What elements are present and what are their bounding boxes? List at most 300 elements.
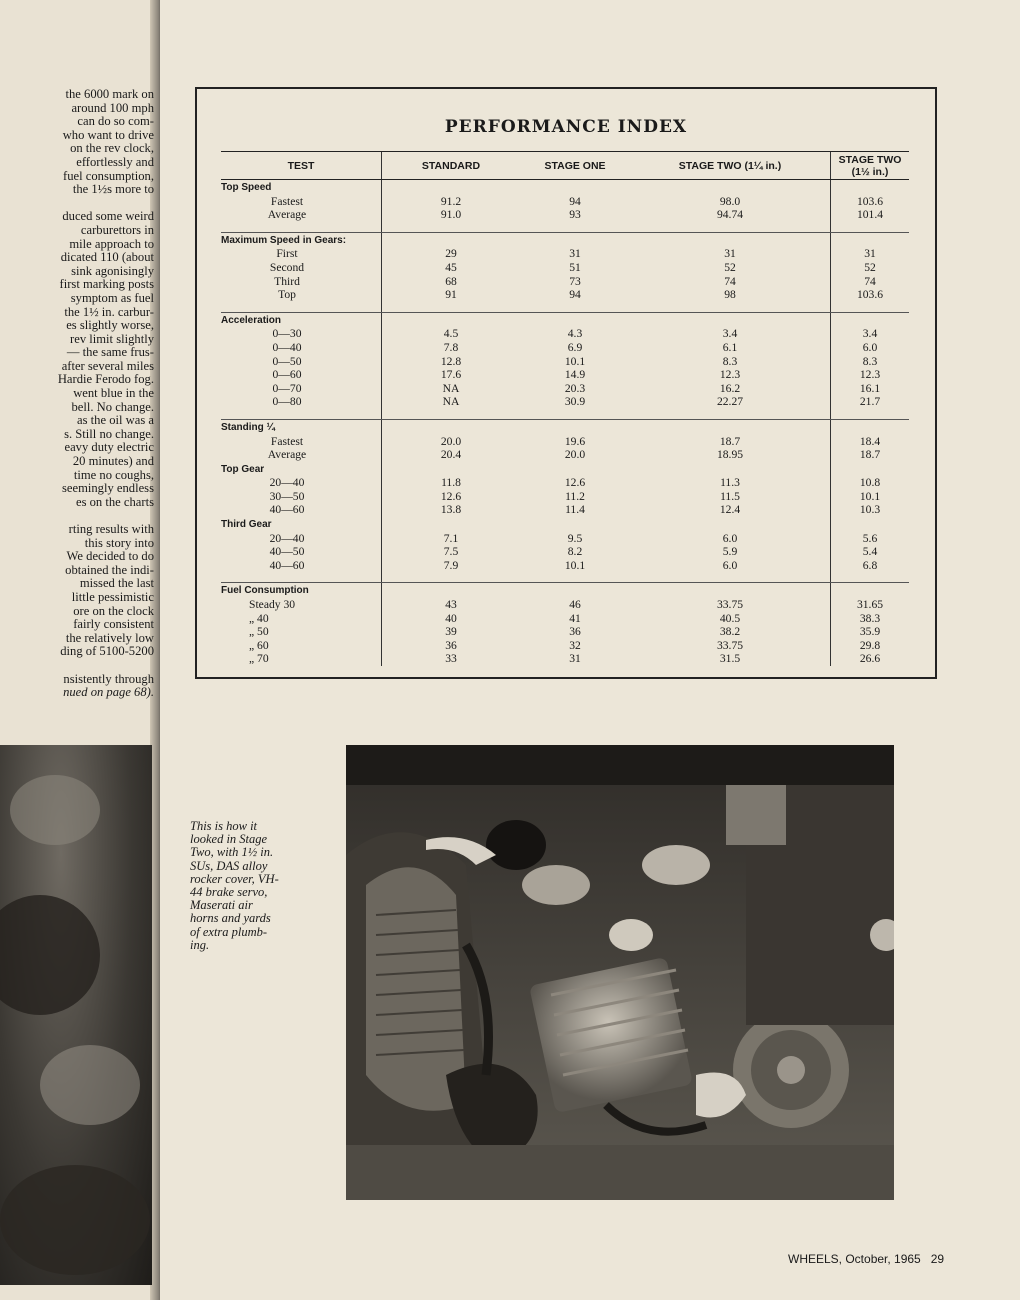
value-cell: 4.5 xyxy=(382,327,521,341)
table-row xyxy=(221,247,909,261)
article-paragraph xyxy=(0,673,154,700)
value-cell: 8.3 xyxy=(722,354,738,368)
value-cell: 4.3 xyxy=(567,327,583,341)
row-label: Steady 30 xyxy=(249,598,296,612)
article-line: bell. No change. xyxy=(71,399,154,414)
table-row xyxy=(221,652,909,666)
value-cell: 19.6 xyxy=(564,434,586,448)
value-cell: 38.2 xyxy=(719,625,741,639)
row-label-cell xyxy=(221,625,382,639)
row-label-cell xyxy=(221,652,382,666)
row-label: Third xyxy=(274,274,300,288)
table-row xyxy=(221,639,909,653)
value-cell: 6.8 xyxy=(831,559,910,573)
row-label: 30—50 xyxy=(269,489,305,503)
value-cell: 40 xyxy=(382,612,521,626)
value-cell: 13.8 xyxy=(382,503,521,517)
section-heading: Acceleration xyxy=(221,314,282,326)
value-cell: 10.8 xyxy=(831,476,910,490)
caption-line: rocker cover, VH- xyxy=(190,871,279,886)
row-label-cell xyxy=(221,275,382,289)
value-cell: 7.5 xyxy=(382,545,521,559)
table-row xyxy=(221,625,909,639)
article-line: dicated 110 (about xyxy=(60,250,154,265)
row-label: Average xyxy=(267,208,307,222)
value-cell: 36 xyxy=(569,625,581,639)
value-cell: 10.1 xyxy=(831,490,910,504)
value-cell: 29.8 xyxy=(831,639,910,653)
value-cell: 18.7 xyxy=(831,448,910,462)
row-label-cell xyxy=(221,612,382,626)
row-label-cell xyxy=(221,355,382,369)
value-cell: 31.65 xyxy=(831,598,910,612)
value-cell: 10.3 xyxy=(831,503,910,517)
row-label: 20—40 xyxy=(269,476,305,490)
article-paragraph xyxy=(0,88,154,197)
article-line: the 1½ in. carbur- xyxy=(64,304,154,319)
row-label-cell xyxy=(221,503,382,517)
value-cell: 103.6 xyxy=(831,195,910,209)
table-row xyxy=(221,208,909,222)
value-cell: 5.4 xyxy=(831,545,910,559)
value-cell: 16.2 xyxy=(719,381,741,395)
value-cell: 31 xyxy=(569,247,581,261)
row-label: 0—50 xyxy=(272,354,302,368)
table-row xyxy=(221,612,909,626)
divider-cell xyxy=(831,222,910,233)
value-cell: 3.4 xyxy=(831,327,910,341)
row-label: 0—40 xyxy=(272,340,302,354)
empty-cell xyxy=(382,312,521,327)
table-row xyxy=(221,382,909,396)
row-label-cell xyxy=(221,261,382,275)
article-line: seemingly endless xyxy=(62,481,154,496)
value-cell: 12.4 xyxy=(719,503,741,517)
value-cell: 68 xyxy=(382,275,521,289)
empty-cell xyxy=(831,232,910,247)
value-cell: 12.8 xyxy=(382,355,521,369)
value-cell: 46 xyxy=(569,598,581,612)
row-label: „ 70 xyxy=(249,652,269,666)
value-cell: 33.75 xyxy=(716,638,744,652)
value-cell: 94.74 xyxy=(716,208,744,222)
empty-cell xyxy=(630,419,831,434)
value-cell: 22.27 xyxy=(716,395,744,409)
empty-cell xyxy=(630,232,831,247)
divider-cell xyxy=(630,409,831,420)
article-paragraph xyxy=(0,210,154,509)
empty-cell xyxy=(382,517,521,532)
header-stage-two-half: STAGE TWO (1½ in.) xyxy=(831,152,910,180)
value-cell: 9.5 xyxy=(567,531,583,545)
value-cell: 33 xyxy=(382,652,521,666)
empty-cell xyxy=(831,583,910,598)
value-cell: 40.5 xyxy=(719,611,741,625)
value-cell: 5.9 xyxy=(722,545,738,559)
empty-cell xyxy=(382,462,521,477)
empty-cell xyxy=(520,180,630,195)
caption-line: SUs, DAS alloy xyxy=(190,858,268,873)
value-cell: 11.8 xyxy=(382,476,521,490)
value-cell: 98 xyxy=(724,288,736,302)
row-label-cell xyxy=(221,395,382,409)
value-cell: 94 xyxy=(569,288,581,302)
row-label: Average xyxy=(267,448,307,462)
row-label: 0—60 xyxy=(272,368,302,382)
value-cell: 11.2 xyxy=(565,489,585,503)
row-label-cell xyxy=(221,208,382,222)
article-line: es on the charts xyxy=(76,494,154,509)
value-cell: 31 xyxy=(569,652,581,666)
divider-cell xyxy=(382,409,521,420)
row-label-cell xyxy=(221,532,382,546)
value-cell: 74 xyxy=(724,274,736,288)
table-row xyxy=(221,545,909,559)
row-label-cell xyxy=(221,435,382,449)
value-cell: 91.0 xyxy=(382,208,521,222)
article-line: ore on the clock xyxy=(73,603,154,618)
performance-index-box xyxy=(195,87,937,679)
table-row xyxy=(221,261,909,275)
row-label: Second xyxy=(269,260,305,274)
section-heading: Standing ¼ xyxy=(221,421,275,433)
value-cell: 21.7 xyxy=(831,395,910,409)
article-column-fragment xyxy=(0,0,154,1300)
article-line: after several miles xyxy=(61,358,154,373)
section-heading-row xyxy=(221,232,909,247)
caption-line: of extra plumb- xyxy=(190,924,268,939)
value-cell: 39 xyxy=(382,625,521,639)
section-heading-cell xyxy=(221,232,382,247)
row-label: 40—60 xyxy=(269,558,305,572)
value-cell: 45 xyxy=(382,261,521,275)
table-row xyxy=(221,195,909,209)
value-cell: 18.4 xyxy=(831,435,910,449)
row-label-cell xyxy=(221,545,382,559)
divider-cell xyxy=(630,572,831,583)
divider-cell xyxy=(520,572,630,583)
table-row xyxy=(221,368,909,382)
value-cell: 10.1 xyxy=(564,558,586,572)
value-cell: 20.0 xyxy=(564,448,586,462)
table-row xyxy=(221,341,909,355)
row-label: „ 40 xyxy=(249,611,269,625)
divider-cell xyxy=(630,222,831,233)
value-cell: 33.75 xyxy=(716,598,744,612)
value-cell: 101.4 xyxy=(831,208,910,222)
value-cell: 20.0 xyxy=(382,435,521,449)
value-cell: 7.9 xyxy=(382,559,521,573)
value-cell: 36 xyxy=(382,639,521,653)
row-label: 40—60 xyxy=(269,503,305,517)
value-cell: 29 xyxy=(382,247,521,261)
value-cell: 6.0 xyxy=(831,341,910,355)
divider-cell xyxy=(382,302,521,313)
value-cell: 3.4 xyxy=(722,327,738,341)
article-line: We decided to do xyxy=(66,549,154,564)
article-line: this story into xyxy=(84,535,154,550)
value-cell: 6.0 xyxy=(722,558,738,572)
article-line: 20 minutes) and xyxy=(72,454,154,469)
divider-cell xyxy=(520,222,630,233)
section-heading-cell xyxy=(221,312,382,327)
article-line: the relatively low xyxy=(65,630,154,645)
article-line: can do so com- xyxy=(77,114,154,129)
row-label-cell xyxy=(221,639,382,653)
value-cell: 31 xyxy=(831,247,910,261)
value-cell: 12.6 xyxy=(564,476,586,490)
table-row xyxy=(221,435,909,449)
header-stage-two-quarter: STAGE TWO (1¼ in.) xyxy=(630,152,831,180)
article-line: carburettors in xyxy=(80,222,154,237)
value-cell: 16.1 xyxy=(831,382,910,396)
article-text xyxy=(0,88,154,713)
article-line: sink agonisingly xyxy=(71,263,154,278)
value-cell: 8.3 xyxy=(831,355,910,369)
section-heading-row xyxy=(221,312,909,327)
row-label-cell xyxy=(221,368,382,382)
value-cell: 11.5 xyxy=(720,489,740,503)
article-line: ding of 5100-5200 xyxy=(60,644,154,659)
divider-cell xyxy=(382,572,521,583)
section-heading-row xyxy=(221,583,909,598)
value-cell: 91 xyxy=(382,288,521,302)
empty-cell xyxy=(630,517,831,532)
article-line: the 1½s more to xyxy=(72,182,154,197)
value-cell: 20.4 xyxy=(382,448,521,462)
article-line: mile approach to xyxy=(69,236,154,251)
article-line: obtained the indi- xyxy=(65,562,154,577)
value-cell: 74 xyxy=(831,275,910,289)
section-heading: Top Speed xyxy=(221,182,272,193)
value-cell: 14.9 xyxy=(564,368,586,382)
empty-cell xyxy=(831,517,910,532)
value-cell: 6.1 xyxy=(722,340,738,354)
table-row xyxy=(221,532,909,546)
row-label-cell xyxy=(221,598,382,612)
value-cell: 11.3 xyxy=(720,476,740,490)
table-row xyxy=(221,395,909,409)
caption-line: Two, with 1½ in. xyxy=(190,845,274,860)
value-cell: 38.3 xyxy=(831,612,910,626)
article-paragraph xyxy=(0,523,154,659)
empty-cell xyxy=(630,462,831,477)
row-label-cell xyxy=(221,288,382,302)
article-line: fuel consumption, xyxy=(63,168,154,183)
empty-cell xyxy=(630,312,831,327)
article-line: rting results with xyxy=(68,522,154,536)
value-cell: 52 xyxy=(724,260,736,274)
table-row xyxy=(221,559,909,573)
article-line: missed the last xyxy=(79,576,154,591)
caption-line: ing. xyxy=(190,937,210,952)
empty-cell xyxy=(831,312,910,327)
value-cell: 10.1 xyxy=(564,354,586,368)
divider-cell xyxy=(630,302,831,313)
divider-cell xyxy=(221,572,382,583)
article-line: — the same frus- xyxy=(66,345,154,360)
value-cell: 5.6 xyxy=(831,532,910,546)
caption-line: Maserati air xyxy=(190,898,253,913)
article-line: duced some weird xyxy=(62,209,154,224)
row-label: First xyxy=(276,247,298,261)
article-line: as the oil was a xyxy=(77,413,154,428)
article-line: time no coughs, xyxy=(73,467,154,482)
empty-cell xyxy=(520,462,630,477)
footer-page-number: 29 xyxy=(930,1252,945,1266)
divider-cell xyxy=(221,302,382,313)
section-heading-row xyxy=(221,517,909,532)
empty-cell xyxy=(630,180,831,195)
engine-bay-photo xyxy=(346,745,894,1200)
value-cell: 6.0 xyxy=(722,531,738,545)
caption-line: horns and yards xyxy=(190,911,271,926)
value-cell: 12.6 xyxy=(382,490,521,504)
engine-photo-illustration xyxy=(346,745,894,1200)
table-row xyxy=(221,490,909,504)
article-line: nsistently through xyxy=(63,671,154,686)
header-test: TEST xyxy=(221,152,382,180)
row-label-cell xyxy=(221,448,382,462)
engine-bay-photo-fragment xyxy=(0,745,152,1285)
article-line: eavy duty electric xyxy=(64,440,154,455)
row-label: „ 50 xyxy=(249,625,269,639)
table-row xyxy=(221,476,909,490)
table-row xyxy=(221,503,909,517)
divider-cell xyxy=(382,222,521,233)
table-title: PERFORMANCE INDEX xyxy=(444,117,688,137)
value-cell: 12.3 xyxy=(831,368,910,382)
article-line: effortlessly and xyxy=(76,154,154,169)
page-footer xyxy=(788,1252,944,1266)
header-standard: STANDARD xyxy=(382,152,521,180)
row-label: Fastest xyxy=(270,434,304,448)
article-line: on the rev clock, xyxy=(70,141,154,156)
article-line: went blue in the xyxy=(73,386,154,401)
section-divider xyxy=(221,302,909,313)
value-cell: 17.6 xyxy=(382,368,521,382)
value-cell: 94 xyxy=(569,194,581,208)
article-line: little pessimistic xyxy=(71,589,154,604)
divider-cell xyxy=(520,302,630,313)
empty-cell xyxy=(520,517,630,532)
divider-cell xyxy=(831,572,910,583)
article-line: symptom as fuel xyxy=(70,290,154,305)
article-line: first marking posts xyxy=(59,277,154,292)
value-cell: 41 xyxy=(569,611,581,625)
table-row xyxy=(221,288,909,302)
divider-cell xyxy=(221,222,382,233)
table-row xyxy=(221,327,909,341)
value-cell: NA xyxy=(382,382,521,396)
article-line: rev limit slightly xyxy=(70,331,154,346)
section-divider xyxy=(221,572,909,583)
section-heading-cell xyxy=(221,517,382,532)
divider-cell xyxy=(520,409,630,420)
divider-cell xyxy=(221,409,382,420)
divider-cell xyxy=(831,302,910,313)
empty-cell xyxy=(382,180,521,195)
empty-cell xyxy=(382,419,521,434)
article-line: es slightly worse, xyxy=(66,318,154,333)
article-line: around 100 mph xyxy=(71,100,154,115)
section-heading: Third Gear xyxy=(221,519,272,531)
section-heading-row xyxy=(221,180,909,195)
row-label-cell xyxy=(221,247,382,261)
row-label: Top xyxy=(278,288,296,302)
photo-caption xyxy=(190,820,340,952)
value-cell: 18.95 xyxy=(716,448,744,462)
value-cell: 6.9 xyxy=(567,340,583,354)
row-label: 40—50 xyxy=(269,545,305,559)
value-cell: 11.4 xyxy=(565,503,585,517)
empty-cell xyxy=(831,462,910,477)
value-cell: 18.7 xyxy=(719,434,741,448)
value-cell: 26.6 xyxy=(831,652,910,666)
article-line: who want to drive xyxy=(62,127,154,142)
row-label-cell xyxy=(221,559,382,573)
section-heading: Fuel Consumption xyxy=(221,585,309,597)
row-label: 0—30 xyxy=(272,327,302,341)
value-cell: 31.5 xyxy=(719,652,741,666)
empty-cell xyxy=(831,419,910,434)
row-label-cell xyxy=(221,327,382,341)
performance-index-table xyxy=(221,151,909,666)
value-cell: 52 xyxy=(831,261,910,275)
row-label: 0—80 xyxy=(272,395,302,409)
table-row xyxy=(221,275,909,289)
value-cell: 43 xyxy=(382,598,521,612)
section-divider xyxy=(221,222,909,233)
row-label-cell xyxy=(221,476,382,490)
article-line: nued on page 68). xyxy=(63,685,154,700)
value-cell: 31 xyxy=(724,247,736,261)
value-cell: 73 xyxy=(569,274,581,288)
value-cell: 7.8 xyxy=(382,341,521,355)
empty-cell xyxy=(382,232,521,247)
value-cell: 12.3 xyxy=(719,368,741,382)
section-heading: Maximum Speed in Gears: xyxy=(221,234,347,246)
row-label: Fastest xyxy=(270,194,304,208)
value-cell: 98.0 xyxy=(719,194,741,208)
table-row xyxy=(221,355,909,369)
section-heading-row xyxy=(221,462,909,477)
article-line: s. Still no change. xyxy=(64,426,154,441)
empty-cell xyxy=(520,312,630,327)
section-heading-row xyxy=(221,419,909,434)
row-label: „ 60 xyxy=(249,638,269,652)
table-header-row xyxy=(221,152,909,180)
value-cell: 7.1 xyxy=(382,532,521,546)
section-heading-cell xyxy=(221,462,382,477)
value-cell: 51 xyxy=(569,260,581,274)
empty-cell xyxy=(520,583,630,598)
row-label: 0—70 xyxy=(272,381,302,395)
section-heading-cell xyxy=(221,419,382,434)
divider-cell xyxy=(831,409,910,420)
empty-cell xyxy=(520,232,630,247)
caption-line: looked in Stage xyxy=(190,832,268,847)
footer-publication: WHEELS, October, 1965 xyxy=(788,1252,921,1266)
empty-cell xyxy=(382,583,521,598)
row-label-cell xyxy=(221,195,382,209)
section-divider xyxy=(221,409,909,420)
value-cell: NA xyxy=(382,395,521,409)
row-label-cell xyxy=(221,490,382,504)
caption-line: 44 brake servo, xyxy=(190,885,268,900)
article-line: fairly consistent xyxy=(73,617,154,632)
value-cell: 30.9 xyxy=(564,395,586,409)
